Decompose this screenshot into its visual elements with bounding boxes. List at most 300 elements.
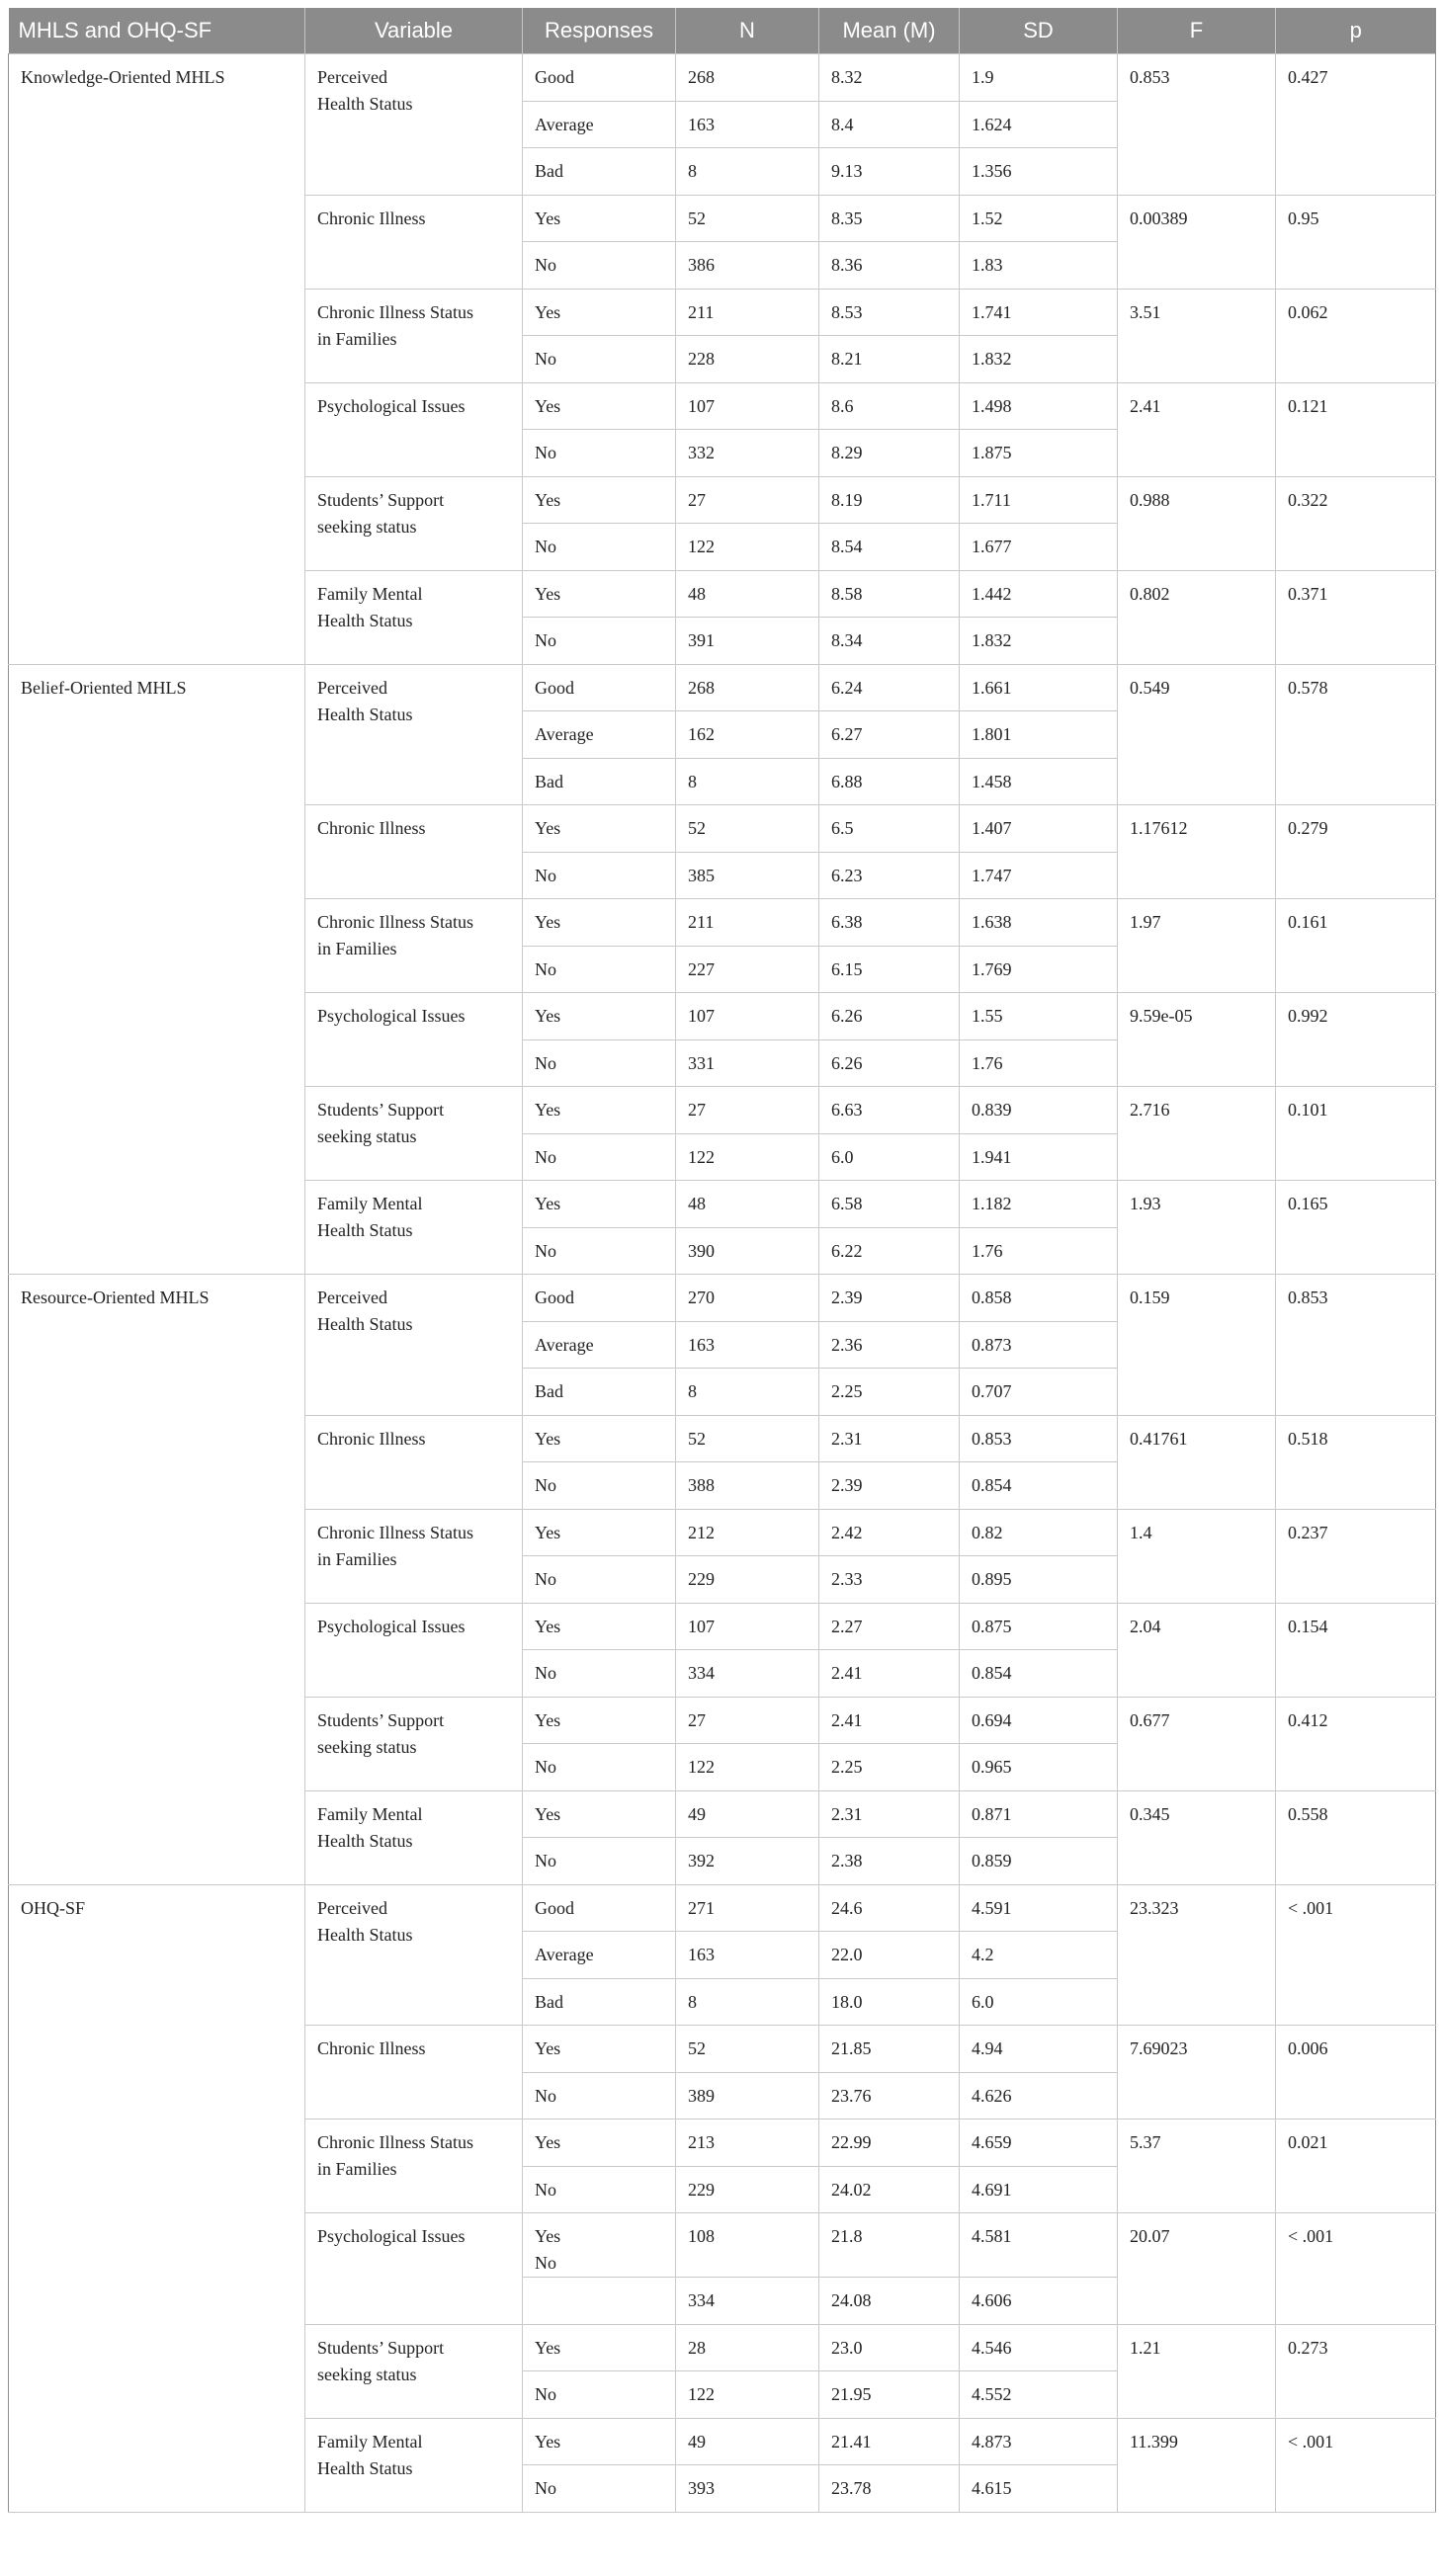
response-cell: Yes [523, 1603, 676, 1650]
n-cell: 334 [676, 1650, 819, 1698]
f-statistic-cell: 0.802 [1118, 570, 1276, 664]
sd-cell: 0.965 [960, 1744, 1118, 1791]
mean-cell: 6.26 [819, 993, 960, 1040]
p-value-cell: 0.518 [1276, 1415, 1436, 1509]
sd-cell: 1.941 [960, 1133, 1118, 1181]
mean-cell: 2.39 [819, 1275, 960, 1322]
p-value-cell: 0.121 [1276, 382, 1436, 476]
sd-cell: 1.875 [960, 430, 1118, 477]
mean-cell: 2.27 [819, 1603, 960, 1650]
mean-cell: 18.0 [819, 1978, 960, 2026]
table-row [9, 664, 1436, 711]
mean-cell: 2.41 [819, 1697, 960, 1744]
response-cell: No [523, 2371, 676, 2419]
variable-name-cell: Perceived Health Status [305, 1275, 523, 1416]
response-cell: Bad [523, 1978, 676, 2026]
sd-cell: 1.741 [960, 289, 1118, 336]
mean-cell: 21.41 [819, 2418, 960, 2465]
sd-cell: 4.626 [960, 2072, 1118, 2119]
mean-cell: 24.08 [819, 2278, 960, 2325]
p-value-cell: 0.062 [1276, 289, 1436, 382]
mean-cell: 21.8 [819, 2213, 960, 2278]
sd-cell: 4.546 [960, 2324, 1118, 2371]
p-value-cell: 0.427 [1276, 54, 1436, 196]
mean-cell: 8.58 [819, 570, 960, 618]
n-cell: 334 [676, 2278, 819, 2325]
n-cell: 107 [676, 1603, 819, 1650]
sd-cell: 1.182 [960, 1181, 1118, 1228]
header-f: F [1118, 8, 1276, 54]
variable-name-cell: Chronic Illness [305, 195, 523, 289]
response-cell: No [523, 1744, 676, 1791]
sd-cell: 6.0 [960, 1978, 1118, 2026]
response-cell: Good [523, 1884, 676, 1932]
table-header [9, 8, 1436, 54]
sd-cell: 1.458 [960, 758, 1118, 805]
response-cell: Bad [523, 148, 676, 196]
variable-name-cell: Family Mental Health Status [305, 2418, 523, 2512]
variable-name-cell: Chronic Illness Status in Families [305, 2119, 523, 2213]
table-row [9, 1884, 1436, 1932]
sd-cell: 1.747 [960, 852, 1118, 899]
n-cell: 270 [676, 1275, 819, 1322]
n-cell: 48 [676, 570, 819, 618]
n-cell: 268 [676, 54, 819, 102]
response-cell: No [523, 1556, 676, 1604]
response-cell: No [523, 1838, 676, 1885]
sd-cell: 1.407 [960, 805, 1118, 853]
group-name-cell: Knowledge-Oriented MHLS [9, 54, 305, 665]
response-cell: Yes [523, 2119, 676, 2167]
mean-cell: 6.15 [819, 946, 960, 993]
n-cell: 108 [676, 2213, 819, 2278]
f-statistic-cell: 0.677 [1118, 1697, 1276, 1790]
mean-cell: 8.19 [819, 476, 960, 524]
mean-cell: 6.88 [819, 758, 960, 805]
p-value-cell: 0.412 [1276, 1697, 1436, 1790]
variable-name-cell: Students’ Support seeking status [305, 2324, 523, 2418]
n-cell: 389 [676, 2072, 819, 2119]
f-statistic-cell: 0.159 [1118, 1275, 1276, 1416]
sd-cell: 1.76 [960, 1039, 1118, 1087]
mean-cell: 2.33 [819, 1556, 960, 1604]
f-statistic-cell: 3.51 [1118, 289, 1276, 382]
n-cell: 52 [676, 805, 819, 853]
sd-cell: 1.55 [960, 993, 1118, 1040]
mean-cell: 8.35 [819, 195, 960, 242]
variable-name-cell: Psychological Issues [305, 1603, 523, 1697]
n-cell: 385 [676, 852, 819, 899]
sd-cell: 0.707 [960, 1369, 1118, 1416]
response-cell: No [523, 2072, 676, 2119]
sd-cell: 1.661 [960, 664, 1118, 711]
p-value-cell: 0.101 [1276, 1087, 1436, 1181]
header-sd: SD [960, 8, 1118, 54]
group-name-cell: OHQ-SF [9, 1884, 305, 2512]
variable-name-cell: Perceived Health Status [305, 1884, 523, 2026]
response-cell: Yes [523, 382, 676, 430]
response-cell: Yes [523, 1509, 676, 1556]
response-cell: No [523, 1133, 676, 1181]
mean-cell: 21.85 [819, 2026, 960, 2073]
f-statistic-cell: 0.345 [1118, 1790, 1276, 1884]
mean-cell: 2.25 [819, 1744, 960, 1791]
f-statistic-cell: 0.00389 [1118, 195, 1276, 289]
mean-cell: 2.38 [819, 1838, 960, 1885]
sd-cell: 1.711 [960, 476, 1118, 524]
mean-cell: 22.99 [819, 2119, 960, 2167]
sd-cell: 1.832 [960, 618, 1118, 665]
f-statistic-cell: 0.988 [1118, 476, 1276, 570]
sd-cell: 1.832 [960, 336, 1118, 383]
n-cell: 27 [676, 1697, 819, 1744]
mean-cell: 23.78 [819, 2465, 960, 2513]
p-value-cell: 0.95 [1276, 195, 1436, 289]
sd-cell: 0.895 [960, 1556, 1118, 1604]
variable-name-cell: Chronic Illness [305, 2026, 523, 2119]
response-cell [523, 2278, 676, 2325]
response-cell: Good [523, 664, 676, 711]
response-cell: Bad [523, 1369, 676, 1416]
sd-cell: 1.76 [960, 1227, 1118, 1275]
n-cell: 392 [676, 1838, 819, 1885]
response-cell: Average [523, 1932, 676, 1979]
sd-cell: 4.615 [960, 2465, 1118, 2513]
response-cell: Yes [523, 993, 676, 1040]
variable-name-cell: Students’ Support seeking status [305, 476, 523, 570]
response-cell: No [523, 1462, 676, 1510]
f-statistic-cell: 2.04 [1118, 1603, 1276, 1697]
p-value-cell: 0.006 [1276, 2026, 1436, 2119]
response-cell: No [523, 336, 676, 383]
sd-cell: 1.498 [960, 382, 1118, 430]
mean-cell: 6.5 [819, 805, 960, 853]
n-cell: 28 [676, 2324, 819, 2371]
sd-cell: 4.691 [960, 2166, 1118, 2213]
n-cell: 331 [676, 1039, 819, 1087]
response-cell: Yes [523, 899, 676, 947]
header-mean: Mean (M) [819, 8, 960, 54]
sd-cell: 0.839 [960, 1087, 1118, 1134]
response-cell: Yes No [523, 2213, 676, 2278]
table-body [9, 54, 1436, 2513]
mean-cell: 8.21 [819, 336, 960, 383]
mean-cell: 8.29 [819, 430, 960, 477]
f-statistic-cell: 0.853 [1118, 54, 1276, 196]
response-cell: No [523, 242, 676, 290]
n-cell: 107 [676, 993, 819, 1040]
f-statistic-cell: 0.41761 [1118, 1415, 1276, 1509]
mean-cell: 6.26 [819, 1039, 960, 1087]
p-value-cell: 0.279 [1276, 805, 1436, 899]
n-cell: 122 [676, 524, 819, 571]
group-name-cell: Belief-Oriented MHLS [9, 664, 305, 1275]
n-cell: 163 [676, 101, 819, 148]
p-value-cell: 0.165 [1276, 1181, 1436, 1275]
f-statistic-cell: 1.97 [1118, 899, 1276, 993]
table-row [9, 54, 1436, 102]
f-statistic-cell: 1.21 [1118, 2324, 1276, 2418]
sd-cell: 0.694 [960, 1697, 1118, 1744]
p-value-cell: 0.021 [1276, 2119, 1436, 2213]
f-statistic-cell: 1.93 [1118, 1181, 1276, 1275]
response-cell: Yes [523, 289, 676, 336]
f-statistic-cell: 9.59e-05 [1118, 993, 1276, 1087]
response-cell: No [523, 2465, 676, 2513]
n-cell: 8 [676, 758, 819, 805]
response-cell: Average [523, 1321, 676, 1369]
mean-cell: 24.02 [819, 2166, 960, 2213]
n-cell: 122 [676, 1744, 819, 1791]
sd-cell: 0.875 [960, 1603, 1118, 1650]
mean-cell: 6.27 [819, 711, 960, 759]
variable-name-cell: Chronic Illness [305, 1415, 523, 1509]
response-cell: No [523, 1227, 676, 1275]
mean-cell: 24.6 [819, 1884, 960, 1932]
mean-cell: 2.25 [819, 1369, 960, 1416]
p-value-cell: 0.273 [1276, 2324, 1436, 2418]
mean-cell: 6.38 [819, 899, 960, 947]
mean-cell: 8.36 [819, 242, 960, 290]
p-value-cell: < .001 [1276, 1884, 1436, 2026]
n-cell: 52 [676, 195, 819, 242]
p-value-cell: < .001 [1276, 2418, 1436, 2512]
sd-cell: 0.871 [960, 1790, 1118, 1838]
mean-cell: 8.54 [819, 524, 960, 571]
variable-name-cell: Family Mental Health Status [305, 1790, 523, 1884]
response-cell: Good [523, 54, 676, 102]
variable-name-cell: Perceived Health Status [305, 54, 523, 196]
f-statistic-cell: 0.549 [1118, 664, 1276, 805]
response-cell: No [523, 430, 676, 477]
n-cell: 8 [676, 1369, 819, 1416]
sd-cell: 1.442 [960, 570, 1118, 618]
variable-name-cell: Chronic Illness [305, 805, 523, 899]
header-responses: Responses [523, 8, 676, 54]
n-cell: 227 [676, 946, 819, 993]
p-value-cell: 0.558 [1276, 1790, 1436, 1884]
response-cell: Yes [523, 1415, 676, 1462]
n-cell: 271 [676, 1884, 819, 1932]
response-cell: Average [523, 101, 676, 148]
variable-name-cell: Chronic Illness Status in Families [305, 289, 523, 382]
mean-cell: 23.76 [819, 2072, 960, 2119]
group-name-cell: Resource-Oriented MHLS [9, 1275, 305, 1885]
sd-cell: 0.873 [960, 1321, 1118, 1369]
header-n: N [676, 8, 819, 54]
n-cell: 107 [676, 382, 819, 430]
f-statistic-cell: 5.37 [1118, 2119, 1276, 2213]
f-statistic-cell: 2.716 [1118, 1087, 1276, 1181]
sd-cell: 0.854 [960, 1462, 1118, 1510]
mean-cell: 2.39 [819, 1462, 960, 1510]
p-value-cell: 0.992 [1276, 993, 1436, 1087]
n-cell: 386 [676, 242, 819, 290]
mean-cell: 2.41 [819, 1650, 960, 1698]
mean-cell: 6.0 [819, 1133, 960, 1181]
sd-cell: 4.659 [960, 2119, 1118, 2167]
mean-cell: 2.42 [819, 1509, 960, 1556]
response-cell: Bad [523, 758, 676, 805]
response-cell: Yes [523, 570, 676, 618]
response-cell: Yes [523, 1087, 676, 1134]
n-cell: 162 [676, 711, 819, 759]
mean-cell: 8.4 [819, 101, 960, 148]
sd-cell: 0.853 [960, 1415, 1118, 1462]
n-cell: 27 [676, 1087, 819, 1134]
variable-name-cell: Psychological Issues [305, 993, 523, 1087]
mean-cell: 2.31 [819, 1790, 960, 1838]
f-statistic-cell: 11.399 [1118, 2418, 1276, 2512]
sd-cell: 1.769 [960, 946, 1118, 993]
sd-cell: 4.591 [960, 1884, 1118, 1932]
n-cell: 48 [676, 1181, 819, 1228]
response-cell: Yes [523, 195, 676, 242]
sd-cell: 4.581 [960, 2213, 1118, 2278]
sd-cell: 1.356 [960, 148, 1118, 196]
response-cell: Average [523, 711, 676, 759]
mean-cell: 8.34 [819, 618, 960, 665]
p-value-cell: 0.154 [1276, 1603, 1436, 1697]
sd-cell: 1.677 [960, 524, 1118, 571]
variable-name-cell: Students’ Support seeking status [305, 1697, 523, 1790]
sd-cell: 4.2 [960, 1932, 1118, 1979]
n-cell: 393 [676, 2465, 819, 2513]
sd-cell: 4.94 [960, 2026, 1118, 2073]
response-cell: Yes [523, 805, 676, 853]
p-value-cell: < .001 [1276, 2213, 1436, 2325]
n-cell: 213 [676, 2119, 819, 2167]
f-statistic-cell: 23.323 [1118, 1884, 1276, 2026]
n-cell: 52 [676, 1415, 819, 1462]
response-cell: No [523, 852, 676, 899]
variable-name-cell: Family Mental Health Status [305, 1181, 523, 1275]
mean-cell: 9.13 [819, 148, 960, 196]
sd-cell: 1.9 [960, 54, 1118, 102]
n-cell: 163 [676, 1321, 819, 1369]
sd-cell: 4.606 [960, 2278, 1118, 2325]
n-cell: 211 [676, 899, 819, 947]
sd-cell: 0.859 [960, 1838, 1118, 1885]
p-value-cell: 0.853 [1276, 1275, 1436, 1416]
p-value-cell: 0.578 [1276, 664, 1436, 805]
response-cell: No [523, 1039, 676, 1087]
n-cell: 388 [676, 1462, 819, 1510]
variable-name-cell: Psychological Issues [305, 382, 523, 476]
sd-cell: 1.801 [960, 711, 1118, 759]
n-cell: 212 [676, 1509, 819, 1556]
p-value-cell: 0.371 [1276, 570, 1436, 664]
header-scale: MHLS and OHQ-SF [9, 8, 305, 54]
p-value-cell: 0.322 [1276, 476, 1436, 570]
n-cell: 52 [676, 2026, 819, 2073]
n-cell: 27 [676, 476, 819, 524]
n-cell: 49 [676, 2418, 819, 2465]
header-p: p [1276, 8, 1436, 54]
mean-cell: 6.23 [819, 852, 960, 899]
results-table [8, 8, 1436, 2513]
n-cell: 211 [676, 289, 819, 336]
p-value-cell: 0.161 [1276, 899, 1436, 993]
mean-cell: 6.22 [819, 1227, 960, 1275]
variable-name-cell: Psychological Issues [305, 2213, 523, 2325]
f-statistic-cell: 2.41 [1118, 382, 1276, 476]
sd-cell: 4.552 [960, 2371, 1118, 2419]
mean-cell: 6.58 [819, 1181, 960, 1228]
variable-name-cell: Family Mental Health Status [305, 570, 523, 664]
response-cell: Good [523, 1275, 676, 1322]
n-cell: 268 [676, 664, 819, 711]
f-statistic-cell: 20.07 [1118, 2213, 1276, 2325]
variable-name-cell: Students’ Support seeking status [305, 1087, 523, 1181]
variable-name-cell: Chronic Illness Status in Families [305, 1509, 523, 1603]
response-cell: No [523, 524, 676, 571]
mean-cell: 8.6 [819, 382, 960, 430]
mean-cell: 8.53 [819, 289, 960, 336]
n-cell: 122 [676, 2371, 819, 2419]
response-cell: Yes [523, 1697, 676, 1744]
n-cell: 332 [676, 430, 819, 477]
n-cell: 229 [676, 2166, 819, 2213]
f-statistic-cell: 1.17612 [1118, 805, 1276, 899]
response-cell: Yes [523, 2324, 676, 2371]
sd-cell: 1.638 [960, 899, 1118, 947]
sd-cell: 1.83 [960, 242, 1118, 290]
n-cell: 390 [676, 1227, 819, 1275]
mean-cell: 2.31 [819, 1415, 960, 1462]
table-row [9, 1275, 1436, 1322]
n-cell: 8 [676, 148, 819, 196]
mean-cell: 6.24 [819, 664, 960, 711]
sd-cell: 1.52 [960, 195, 1118, 242]
mean-cell: 6.63 [819, 1087, 960, 1134]
response-cell: Yes [523, 2026, 676, 2073]
mean-cell: 21.95 [819, 2371, 960, 2419]
response-cell: No [523, 2166, 676, 2213]
header-variable: Variable [305, 8, 523, 54]
sd-cell: 0.858 [960, 1275, 1118, 1322]
response-cell: No [523, 618, 676, 665]
n-cell: 49 [676, 1790, 819, 1838]
sd-cell: 1.624 [960, 101, 1118, 148]
sd-cell: 4.873 [960, 2418, 1118, 2465]
variable-name-cell: Perceived Health Status [305, 664, 523, 805]
f-statistic-cell: 7.69023 [1118, 2026, 1276, 2119]
response-cell: Yes [523, 1790, 676, 1838]
response-cell: No [523, 1650, 676, 1698]
response-cell: Yes [523, 1181, 676, 1228]
variable-name-cell: Chronic Illness Status in Families [305, 899, 523, 993]
mean-cell: 2.36 [819, 1321, 960, 1369]
response-cell: Yes [523, 476, 676, 524]
n-cell: 8 [676, 1978, 819, 2026]
response-cell: No [523, 946, 676, 993]
n-cell: 122 [676, 1133, 819, 1181]
n-cell: 391 [676, 618, 819, 665]
n-cell: 228 [676, 336, 819, 383]
mean-cell: 23.0 [819, 2324, 960, 2371]
response-cell: Yes [523, 2418, 676, 2465]
mean-cell: 22.0 [819, 1932, 960, 1979]
n-cell: 163 [676, 1932, 819, 1979]
f-statistic-cell: 1.4 [1118, 1509, 1276, 1603]
n-cell: 229 [676, 1556, 819, 1604]
p-value-cell: 0.237 [1276, 1509, 1436, 1603]
sd-cell: 0.82 [960, 1509, 1118, 1556]
sd-cell: 0.854 [960, 1650, 1118, 1698]
header-row [9, 8, 1436, 54]
mean-cell: 8.32 [819, 54, 960, 102]
